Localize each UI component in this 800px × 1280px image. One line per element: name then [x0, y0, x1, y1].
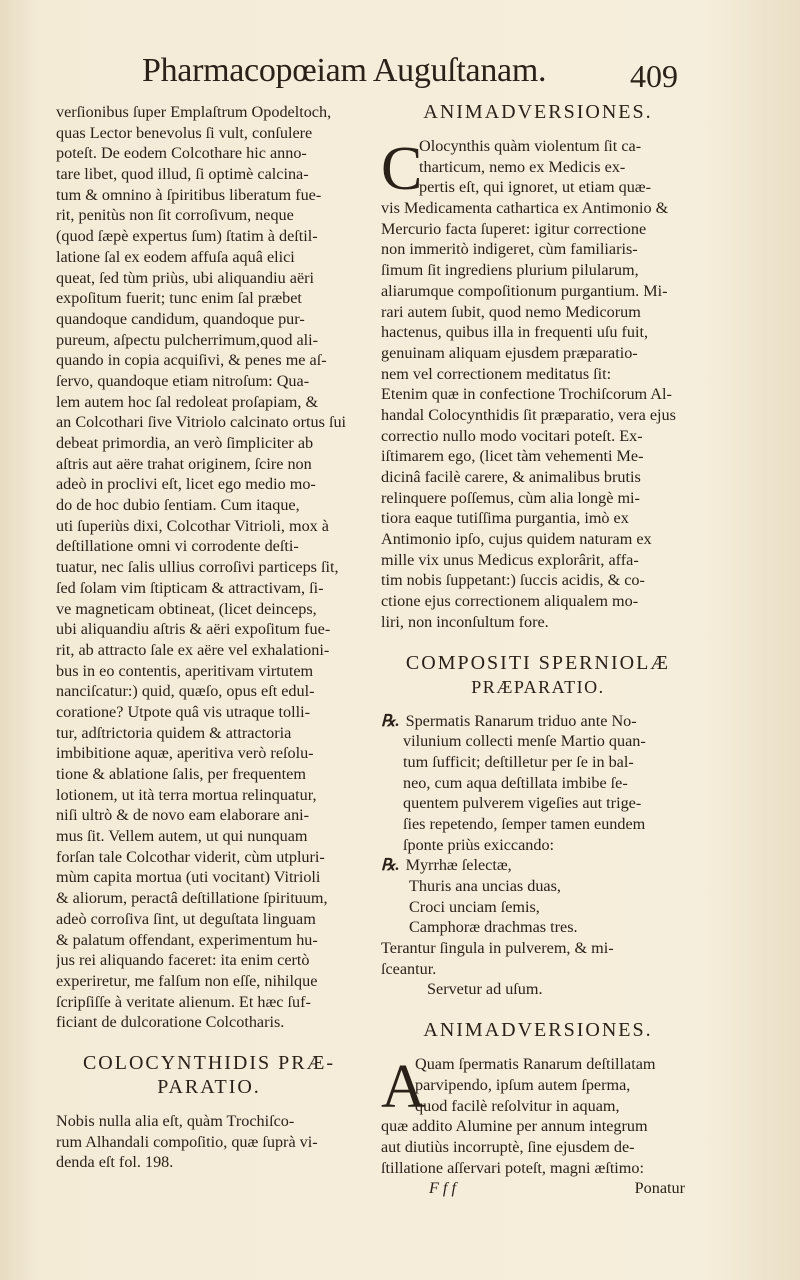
right-column — [381, 102, 695, 1199]
animadversiones-text-1 — [381, 198, 695, 632]
section-heading-colocynthidis: COLOCYNTHIDIS PRÆ- — [82, 1051, 336, 1074]
text-line: nem vel correctionem meditatus ſit: — [381, 364, 612, 383]
text-line: tuatur, nec ſalis ullius corroſivi particeps ſit, — [56, 558, 339, 577]
text-line: bus in eo contentis, aperitivam virtutem — [56, 661, 314, 680]
text-line: ubi aliquandiu aſtris & aëri expoſitum fue- — [56, 620, 331, 639]
text-line: aut diutiùs incorruptè, ſine ejusdem de- — [381, 1137, 635, 1156]
text-line: rum Alhandali compoſitio, quæ ſuprà vi- — [56, 1132, 318, 1151]
text-line: queat, ſed tùm priùs, ubi aliquandiu aëri — [56, 268, 315, 287]
recipe-line — [381, 711, 695, 732]
text-line: tione & ablatione ſalis, per frequentem — [56, 765, 306, 783]
left-text-block — [56, 102, 362, 1033]
text-line: quando in copia acquiſivi, & penes me aſ- — [56, 351, 327, 370]
text-line: tur, adſtrictoria quidem & attractoria — [56, 723, 292, 742]
text-line: ſceantur. — [381, 959, 437, 978]
text-line: Quam ſpermatis Ranarum deſtillatam — [415, 1055, 656, 1074]
text-line: experiretur, me falſum non eſſe, nihilque — [56, 971, 318, 990]
text-line: parvipendo, ipſum autem ſperma, — [415, 1075, 631, 1094]
text-line: uti ſuperiùs dixi, Colcothar Vitrioli, mox à — [56, 516, 329, 535]
recipe-block-1 — [381, 711, 695, 856]
text-line: do de hoc dubio ſentiam. Cum itaque, — [56, 496, 300, 515]
catchword: Ponatur — [634, 1179, 685, 1198]
text-line: ve magneticam obtineat, (licet deinceps, — [56, 599, 317, 618]
text-line: & palatum offendant, experimentum hu- — [56, 930, 318, 949]
recipe-symbol: ℞. — [381, 856, 400, 875]
text-line: debeat primordia, an verò ſimpliciter ab — [56, 434, 314, 452]
animadversiones-text-2 — [381, 1116, 695, 1178]
recipe-line: ſies repetendo, ſemper tamen eundem — [403, 814, 646, 833]
text-line: Thuris ana uncias duas, — [409, 877, 561, 895]
recipe-line — [381, 855, 695, 876]
text-line: tum & omnino à ſpiritibus liberatum fue- — [56, 185, 322, 204]
section-heading-sperniolae-cont: PRÆPARATIO. — [471, 676, 605, 697]
recipe-line: vilunium collecti menſe Martio quan- — [403, 732, 646, 751]
recipe-line: ſponte priùs exiccando: — [403, 835, 555, 854]
text-line: tare libet, quod illud, ſi optimè calcina- — [56, 165, 309, 184]
text-line: quod facilè reſolvitur in aquam, — [415, 1096, 620, 1115]
recipe-symbol: ℞. — [381, 711, 400, 730]
text-line: relinquere poſſemus, cùm alia longè mi- — [381, 488, 640, 507]
text-line: mille vix unus Medicus explorârit, affa- — [381, 550, 639, 569]
text-line: ſtillatione aſſervari poteſt, magni æſtimo: — [381, 1158, 644, 1177]
text-line: liri, non inconſultum fore. — [381, 612, 549, 631]
text-line: genuinam aliquam ejusdem præparatio- — [381, 343, 638, 362]
text-line: quæ addito Alumine per annum integrum — [381, 1117, 648, 1136]
recipe-line: neo, cum aqua deſtillata imbibe ſe- — [403, 773, 628, 792]
text-line: ficiant de dulcoratione Colcotharis. — [56, 1013, 285, 1032]
text-line: tiora eaque tutiſſima purgantia, imò ex — [381, 509, 629, 528]
text-line: rari autem ſubit, quod nemo Medicorum — [381, 302, 641, 321]
section-heading-sperniolae: COMPOSITI SPERNIOLÆ — [405, 651, 671, 674]
text-line: verſionibus ſuper Emplaſtrum Opodeltoch, — [56, 103, 332, 121]
recipe-instructions — [381, 938, 695, 979]
recipe-line: tum ſufficit; deſtilletur per ſe in bal- — [403, 752, 634, 771]
text-line: adeò in proclivi eſt, licet ego medio mo- — [56, 475, 316, 494]
recipe-item-first: Myrrhæ ſelectæ, — [405, 856, 512, 875]
text-line: latione ſal ex eodem affuſa aquâ elici — [56, 247, 295, 266]
text-line: correctio nullo modo vocitari poteſt. Ex- — [381, 426, 643, 445]
text-line: mùm capita mortua (uti vocitant) Vitrioli — [56, 868, 321, 887]
text-line: pureum, aſpectu pulcherrimum,quod ali- — [56, 330, 319, 349]
dropcap-paragraph-1 — [381, 135, 695, 203]
text-line: Etenim quæ in confectione Trochiſcorum Al- — [381, 385, 672, 404]
text-line: deſtillatione omni vi corrodente deſti- — [56, 537, 299, 556]
text-line: an Colcothari ſive Vitriolo calcinato ortus ſui — [56, 413, 347, 432]
text-line: adeò corroſiva ſint, ut deguſtata linguam — [56, 909, 316, 928]
text-line: Camphoræ drachmas tres. — [409, 918, 578, 937]
text-line: jus rei aliquando faceret: ita enim certò — [56, 951, 310, 970]
text-line: Terantur ſingula in pulverem, & mi- — [381, 939, 614, 958]
text-line: Antimonio ipſo, cujus quidem naturam ex — [381, 530, 652, 549]
text-line: Olocynthis quàm violentum ſit ca- — [419, 137, 642, 155]
serve-line: Servetur ad uſum. — [427, 980, 543, 999]
dropcap-lines-1 — [381, 135, 695, 203]
text-line: & aliorum, peractâ deſtillatione ſpirituum, — [56, 889, 328, 908]
left-column — [56, 102, 362, 1173]
text-line: ſervo, quandoque etiam nitroſum: Qua- — [56, 371, 310, 390]
text-line: tim nobis ſuppetant:) ſuccis acidis, & co- — [381, 571, 645, 590]
text-line: hactenus, quibus illa in frequenti uſu fuit, — [381, 323, 649, 342]
text-line: ctione ejus correctionem aliqualem mo- — [381, 592, 639, 611]
colocynthidis-paragraph — [56, 1111, 362, 1173]
animadversiones-heading-1: ANIMADVERSIONES. — [423, 101, 653, 123]
text-line: mus ſit. Vellem autem, ut qui nunquam — [56, 827, 308, 846]
signature-mark: F f f — [429, 1179, 456, 1198]
text-line: lem autem hoc ſal redoleat proſapiam, & — [56, 392, 319, 411]
drop-cap-a: A — [381, 1053, 426, 1122]
text-line: pertis eſt, qui ignoret, ut etiam quæ- — [419, 178, 651, 197]
text-line: Mercurio facta ſuperet: igitur correctione — [381, 219, 647, 238]
text-line: nanciſcatur:) quid, quæſo, opus eſt edul- — [56, 682, 315, 701]
text-line: forſan tale Colcothar viderit, cùm utpluri- — [56, 847, 325, 866]
recipe-items — [381, 876, 695, 938]
drop-cap-c: C — [381, 135, 423, 203]
text-line: ſimum ſit ingrediens plurium pilularum, — [381, 261, 639, 280]
text-line: ſed ſolam vim ſtipticam & attractivam, ſi- — [56, 578, 324, 597]
text-line: dicinâ facilè carere, & animalibus brutis — [381, 468, 641, 486]
text-line: expoſitum fuerit; tunc enim ſal præbet — [56, 289, 302, 308]
text-line: Croci unciam ſemis, — [409, 897, 540, 916]
text-line: quandoque candidum, quandoque pur- — [56, 309, 305, 328]
text-line: imbibitione aquæ, aperitiva verò reſolu- — [56, 744, 314, 763]
dropcap-paragraph-2 — [381, 1053, 695, 1122]
dropcap-lines-2 — [381, 1053, 695, 1122]
signature-line — [381, 1178, 695, 1199]
running-head: Pharmacopœiam Auguſtanam. — [142, 52, 547, 89]
section-heading-colocynthidis-cont: PARATIO. — [157, 1075, 261, 1098]
text-line: quas Lector benevolus ſi vult, conſulere — [56, 123, 313, 142]
text-line: Nobis nulla alia eſt, quàm Trochiſco- — [56, 1111, 295, 1130]
text-line: (quod ſæpè expertus ſum) ſtatim à deſtil- — [56, 227, 318, 246]
recipe-text: Spermatis Ranarum triduo ante No- — [405, 711, 637, 730]
text-line: aliarumque compoſitionum purgantium. Mi- — [381, 281, 668, 300]
text-line: rit, penitùs non ſit corroſivum, neque — [56, 206, 294, 225]
text-line: ſcripſiſſe à veritate alienum. Et hæc ſuf- — [56, 992, 311, 1011]
page-number: 409 — [630, 58, 678, 94]
text-line: handal Colocynthidis ſit præparatio, vera ejus — [381, 405, 676, 424]
text-line: aſtris aut aëre trahat originem, ſcire non — [56, 454, 312, 473]
text-line: niſi ultrò & de novo eam elaborare ani- — [56, 806, 310, 825]
text-line: vis Medicamenta cathartica ex Antimonio & — [381, 199, 669, 218]
text-line: denda eſt fol. 198. — [56, 1153, 174, 1172]
text-line: rit, ab attracto ſale ex aëre vel exhalationi- — [56, 640, 330, 659]
recipe-line: quentem pulverem vigeſies aut trige- — [403, 794, 642, 813]
text-line: non immeritò indigeret, cùm familiaris- — [381, 240, 638, 259]
text-line: tharticum, nemo ex Medicis ex- — [419, 157, 626, 176]
text-line: iſtimarem ego, (licet tàm vehementi Me- — [381, 447, 644, 466]
text-line: poteſt. De eodem Colcothare hic anno- — [56, 144, 307, 163]
text-line: coratione? Utpote quâ vis utraque tolli- — [56, 702, 310, 721]
animadversiones-heading-2: ANIMADVERSIONES. — [423, 1019, 653, 1042]
text-line: lotionem, ut ità terra mortua relinquatur, — [56, 785, 317, 804]
